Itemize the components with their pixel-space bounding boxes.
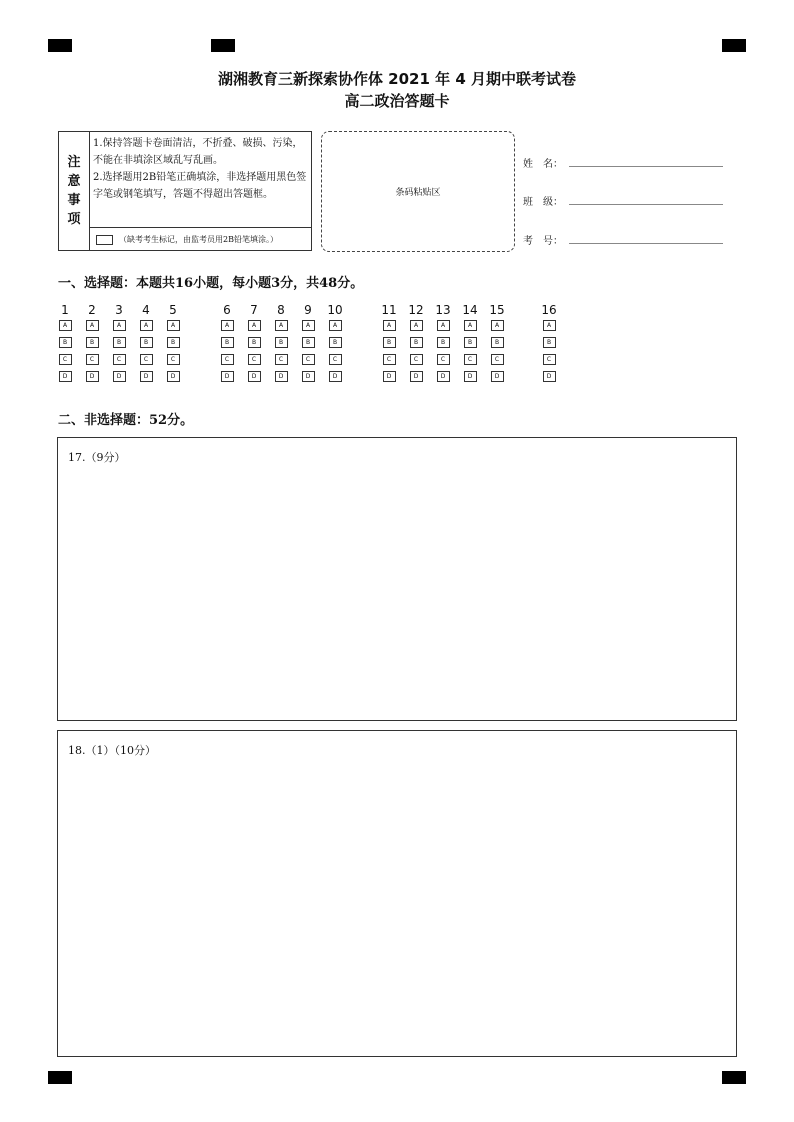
question-number: 14 <box>462 303 478 317</box>
class-field[interactable] <box>523 193 723 208</box>
question-number: 15 <box>489 303 505 317</box>
exam-number-field[interactable] <box>523 232 723 247</box>
option-bubble-d[interactable]: D <box>329 371 342 382</box>
option-bubble-a[interactable]: A <box>464 320 477 331</box>
option-bubble-c[interactable]: C <box>86 354 99 365</box>
option-bubble-c[interactable]: C <box>275 354 288 365</box>
option-bubble-d[interactable]: D <box>464 371 477 382</box>
option-bubble-c[interactable]: C <box>464 354 477 365</box>
option-bubble-c[interactable]: C <box>543 354 556 365</box>
question-number: 16 <box>541 303 557 317</box>
question-4 <box>135 303 157 382</box>
notice-box <box>58 131 312 251</box>
alignment-mark <box>722 1071 746 1084</box>
option-bubble-b[interactable]: B <box>410 337 423 348</box>
answer-label: 17.（9分） <box>68 451 126 464</box>
absent-mark-row <box>90 229 311 250</box>
notice-heading-char: 事 <box>67 193 81 208</box>
option-bubble-b[interactable]: B <box>221 337 234 348</box>
option-bubble-c[interactable]: C <box>167 354 180 365</box>
notice-item: 2.选择题用2B铅笔正确填涂，非选择题用黑色签字笔或钢笔填写，答题不得超出答题框。 <box>93 172 307 200</box>
option-bubble-a[interactable]: A <box>383 320 396 331</box>
question-number: 12 <box>408 303 424 317</box>
option-bubble-b[interactable]: B <box>275 337 288 348</box>
question-9 <box>297 303 319 382</box>
field-line[interactable] <box>569 203 723 205</box>
notice-heading-char: 意 <box>67 174 81 189</box>
option-bubble-c[interactable]: C <box>383 354 396 365</box>
question-number: 6 <box>223 303 231 317</box>
option-bubble-c[interactable]: C <box>302 354 315 365</box>
option-bubble-a[interactable]: A <box>167 320 180 331</box>
option-bubble-d[interactable]: D <box>86 371 99 382</box>
absent-checkbox[interactable] <box>96 235 113 245</box>
question-16 <box>538 303 560 382</box>
option-bubble-a[interactable]: A <box>543 320 556 331</box>
question-15 <box>486 303 508 382</box>
question-3 <box>108 303 130 382</box>
option-bubble-c[interactable]: C <box>59 354 72 365</box>
question-number: 11 <box>381 303 397 317</box>
absent-note: （缺考考生标记，由监考员用2B铅笔填涂。） <box>119 235 278 244</box>
option-bubble-a[interactable]: A <box>140 320 153 331</box>
alignment-mark <box>211 39 235 52</box>
option-bubble-a[interactable]: A <box>221 320 234 331</box>
option-bubble-a[interactable]: A <box>275 320 288 331</box>
question-6 <box>216 303 238 382</box>
option-bubble-d[interactable]: D <box>59 371 72 382</box>
option-bubble-d[interactable]: D <box>221 371 234 382</box>
option-bubble-d[interactable]: D <box>167 371 180 382</box>
option-bubble-d[interactable]: D <box>437 371 450 382</box>
question-5 <box>162 303 184 382</box>
option-bubble-b[interactable]: B <box>113 337 126 348</box>
option-bubble-b[interactable]: B <box>167 337 180 348</box>
option-bubble-c[interactable]: C <box>221 354 234 365</box>
question-1 <box>54 303 76 382</box>
question-number: 10 <box>327 303 343 317</box>
answer-box-17[interactable] <box>57 437 737 721</box>
question-number: 3 <box>115 303 123 317</box>
option-bubble-b[interactable]: B <box>543 337 556 348</box>
option-bubble-b[interactable]: B <box>329 337 342 348</box>
option-bubble-a[interactable]: A <box>302 320 315 331</box>
option-bubble-a[interactable]: A <box>248 320 261 331</box>
notice-item: 1.保持答题卡卷面清洁，不折叠、破损、污染，不能在非填涂区域乱写乱画。 <box>93 138 303 166</box>
alignment-mark <box>48 39 72 52</box>
question-14 <box>459 303 481 382</box>
option-bubble-b[interactable]: B <box>248 337 261 348</box>
question-number: 7 <box>250 303 258 317</box>
exam-title: 湖湘教育三新探索协作体 2021 年 4 月期中联考试卷 <box>217 70 577 88</box>
option-bubble-b[interactable]: B <box>464 337 477 348</box>
section-open-heading: 二、非选择题：52分。 <box>58 413 194 428</box>
option-bubble-c[interactable]: C <box>437 354 450 365</box>
option-bubble-a[interactable]: A <box>437 320 450 331</box>
notice-heading-char: 注 <box>67 155 81 170</box>
alignment-mark <box>722 39 746 52</box>
option-bubble-a[interactable]: A <box>86 320 99 331</box>
question-10 <box>324 303 346 382</box>
notice-items <box>90 132 311 228</box>
question-number: 13 <box>435 303 451 317</box>
question-number: 2 <box>88 303 96 317</box>
section-choice-heading: 一、选择题：本题共16小题，每小题3分，共48分。 <box>58 276 364 291</box>
option-bubble-b[interactable]: B <box>491 337 504 348</box>
option-bubble-d[interactable]: D <box>275 371 288 382</box>
option-bubble-c[interactable]: C <box>113 354 126 365</box>
option-bubble-c[interactable]: C <box>248 354 261 365</box>
question-number: 5 <box>169 303 177 317</box>
field-label: 班 级： <box>523 197 563 208</box>
barcode-label: 条码粘贴区 <box>395 188 441 198</box>
option-bubble-d[interactable]: D <box>140 371 153 382</box>
card-title: 高二政治答题卡 <box>344 92 450 110</box>
barcode-area <box>321 131 515 252</box>
option-bubble-a[interactable]: A <box>410 320 423 331</box>
name-field[interactable] <box>523 155 723 170</box>
notice-heading-char: 项 <box>67 212 81 227</box>
option-bubble-d[interactable]: D <box>543 371 556 382</box>
option-bubble-d[interactable]: D <box>248 371 261 382</box>
option-bubble-a[interactable]: A <box>113 320 126 331</box>
answer-label: 18.（1）（10分） <box>68 744 156 757</box>
option-bubble-b[interactable]: B <box>59 337 72 348</box>
option-bubble-c[interactable]: C <box>410 354 423 365</box>
question-13 <box>432 303 454 382</box>
option-bubble-a[interactable]: A <box>329 320 342 331</box>
option-bubble-d[interactable]: D <box>302 371 315 382</box>
question-number: 9 <box>304 303 312 317</box>
question-11 <box>378 303 400 382</box>
field-label: 姓 名： <box>523 159 563 170</box>
question-12 <box>405 303 427 382</box>
answer-box-18[interactable] <box>57 730 737 1057</box>
option-bubble-d[interactable]: D <box>491 371 504 382</box>
option-bubble-d[interactable]: D <box>383 371 396 382</box>
notice-heading <box>59 132 90 250</box>
alignment-mark <box>48 1071 72 1084</box>
option-bubble-c[interactable]: C <box>329 354 342 365</box>
option-bubble-d[interactable]: D <box>410 371 423 382</box>
question-2 <box>81 303 103 382</box>
question-7 <box>243 303 265 382</box>
question-number: 1 <box>61 303 69 317</box>
option-bubble-b[interactable]: B <box>302 337 315 348</box>
option-bubble-a[interactable]: A <box>59 320 72 331</box>
option-bubble-d[interactable]: D <box>113 371 126 382</box>
option-bubble-b[interactable]: B <box>437 337 450 348</box>
option-bubble-b[interactable]: B <box>140 337 153 348</box>
field-line[interactable] <box>569 242 723 244</box>
option-bubble-b[interactable]: B <box>86 337 99 348</box>
option-bubble-c[interactable]: C <box>491 354 504 365</box>
option-bubble-b[interactable]: B <box>383 337 396 348</box>
question-8 <box>270 303 292 382</box>
field-line[interactable] <box>569 165 723 167</box>
question-number: 4 <box>142 303 150 317</box>
option-bubble-a[interactable]: A <box>491 320 504 331</box>
option-bubble-c[interactable]: C <box>140 354 153 365</box>
question-number: 8 <box>277 303 285 317</box>
field-label: 考 号： <box>523 236 563 247</box>
